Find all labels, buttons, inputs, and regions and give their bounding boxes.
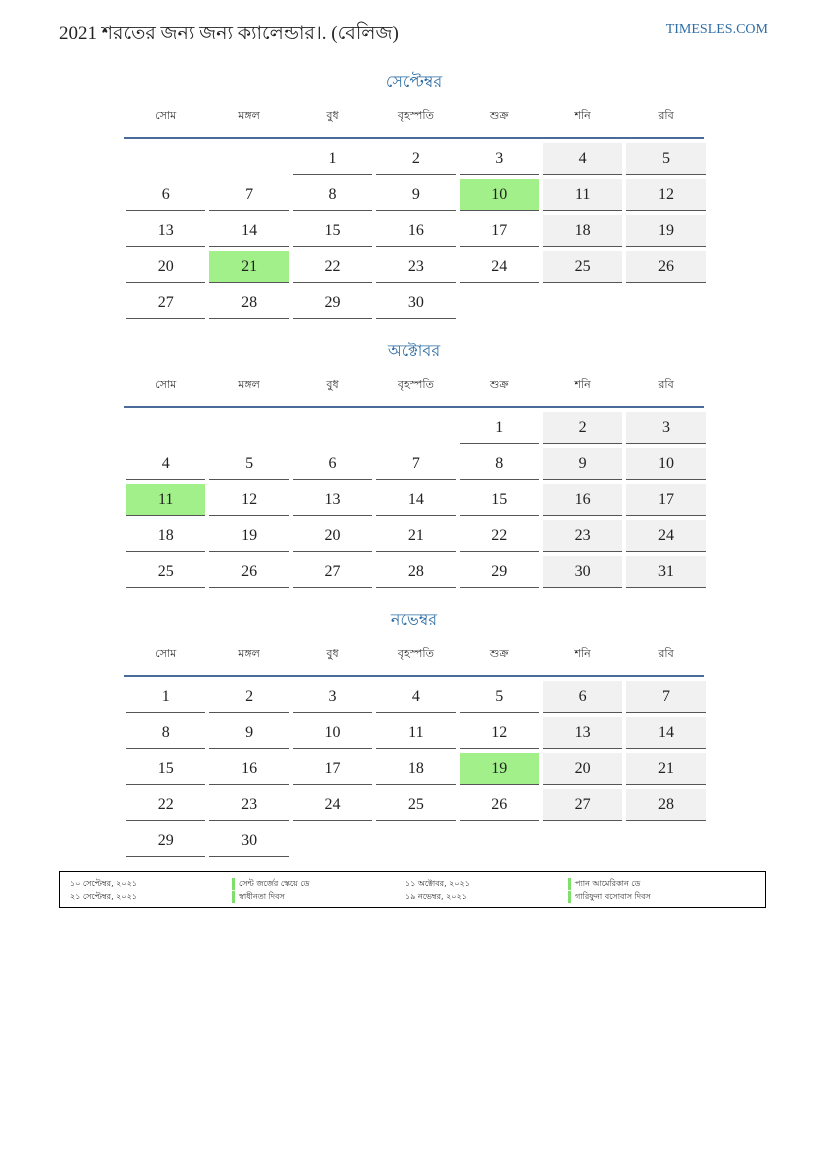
holiday-legend [59, 871, 766, 908]
site-link[interactable]: TIMESLES.COM [665, 22, 768, 37]
day-cell: 15 [460, 484, 539, 516]
day-cell: 20 [126, 251, 205, 283]
day-cell: 8 [460, 448, 539, 480]
day-cell: 25 [376, 789, 455, 821]
day-cell: 5 [626, 143, 705, 175]
day-cell: 11 [376, 717, 455, 749]
weekday-label: বৃহস্পতি [397, 109, 434, 122]
day-cell: 9 [209, 717, 288, 749]
month-name: অক্টোবর [387, 341, 441, 360]
weekday-label: সোম [155, 378, 177, 391]
month-september [124, 71, 704, 323]
day-cell: 27 [293, 556, 372, 588]
day-cell: 11 [543, 179, 622, 211]
day-cell: 2 [376, 143, 455, 175]
day-cell: 23 [376, 251, 455, 283]
day-cell: 16 [376, 215, 455, 247]
day-cell: 1 [460, 412, 539, 444]
day-cell: 9 [543, 448, 622, 480]
day-cell: 1 [126, 681, 205, 713]
day-cell: 14 [626, 717, 705, 749]
day-cell: 10 [626, 448, 705, 480]
day-cell: 14 [209, 215, 288, 247]
day-cell: 29 [460, 556, 539, 588]
holiday-day-cell: 21 [209, 251, 288, 283]
day-cell: 23 [543, 520, 622, 552]
day-cell: 25 [543, 251, 622, 283]
day-cell: 26 [209, 556, 288, 588]
month-name: নভেম্বর [390, 610, 438, 629]
day-cell: 13 [126, 215, 205, 247]
weekday-label: সোম [155, 647, 177, 660]
weekday-label: সোম [155, 109, 177, 122]
day-cell: 15 [293, 215, 372, 247]
holiday-day-cell: 11 [126, 484, 205, 516]
day-cell: 28 [209, 287, 288, 319]
day-cell: 2 [209, 681, 288, 713]
day-cell: 17 [626, 484, 705, 516]
day-cell: 16 [209, 753, 288, 785]
day-cell: 14 [376, 484, 455, 516]
day-cell: 25 [126, 556, 205, 588]
day-cell: 5 [460, 681, 539, 713]
weekday-label: রবি [658, 378, 674, 391]
weekday-label: শনি [574, 647, 591, 660]
day-cell: 4 [126, 448, 205, 480]
day-cell: 21 [376, 520, 455, 552]
month-name: সেপ্টেম্বর [385, 72, 443, 91]
day-cell: 7 [209, 179, 288, 211]
day-cell: 19 [209, 520, 288, 552]
day-cell: 18 [543, 215, 622, 247]
weekday-label: মঙ্গল [238, 647, 260, 660]
weekday-label: শুক্র [489, 647, 509, 660]
day-cell: 15 [126, 753, 205, 785]
weekday-header [124, 374, 704, 408]
day-cell: 6 [293, 448, 372, 480]
weekday-label: মঙ্গল [238, 378, 260, 391]
weekday-label: বুধ [326, 109, 339, 122]
holiday-day-cell: 10 [460, 179, 539, 211]
weekday-label: শনি [574, 378, 591, 391]
weekday-label: শুক্র [489, 378, 509, 391]
day-cell: 29 [293, 287, 372, 319]
day-cell: 6 [543, 681, 622, 713]
day-cell: 17 [293, 753, 372, 785]
month-november [124, 609, 704, 861]
legend-date: ১৯ নভেম্বর, ২০২১ [405, 892, 467, 901]
day-cell: 9 [376, 179, 455, 211]
day-grid [124, 681, 704, 861]
day-cell: 24 [460, 251, 539, 283]
day-cell: 27 [126, 287, 205, 319]
day-cell: 8 [126, 717, 205, 749]
weekday-label: মঙ্গল [238, 109, 260, 122]
page-title: 2021 শরতের জন্য জন্য ক্যালেন্ডার।. (বেলিজ) [59, 23, 399, 44]
day-cell: 31 [626, 556, 705, 588]
empty-cell [209, 412, 288, 444]
empty-cell [126, 412, 205, 444]
day-cell: 23 [209, 789, 288, 821]
day-cell: 12 [626, 179, 705, 211]
day-cell: 20 [543, 753, 622, 785]
weekday-label: শুক্র [489, 109, 509, 122]
legend-holiday-name: প্যান আমেরিকান ডে [568, 878, 640, 890]
day-cell: 3 [460, 143, 539, 175]
day-cell: 28 [626, 789, 705, 821]
legend-holiday-name: স্বাধীনতা দিবস [232, 891, 285, 903]
day-cell: 10 [293, 717, 372, 749]
weekday-label: রবি [658, 109, 674, 122]
day-cell: 26 [460, 789, 539, 821]
day-cell: 3 [626, 412, 705, 444]
day-cell: 4 [543, 143, 622, 175]
day-cell: 2 [543, 412, 622, 444]
empty-cell [209, 143, 288, 175]
legend-date: ২১ সেপ্টেম্বর, ২০২১ [70, 892, 137, 901]
weekday-label: রবি [658, 647, 674, 660]
day-cell: 1 [293, 143, 372, 175]
legend-holiday-name: গারিফুনা বসোবাস দিবস [568, 891, 651, 903]
weekday-header [124, 643, 704, 677]
weekday-label: শনি [574, 109, 591, 122]
day-cell: 24 [293, 789, 372, 821]
day-cell: 6 [126, 179, 205, 211]
day-cell: 7 [626, 681, 705, 713]
day-cell: 29 [126, 825, 205, 857]
weekday-label: বৃহস্পতি [397, 647, 434, 660]
day-cell: 13 [543, 717, 622, 749]
weekday-header [124, 105, 704, 139]
holiday-day-cell: 19 [460, 753, 539, 785]
day-cell: 5 [209, 448, 288, 480]
day-cell: 22 [293, 251, 372, 283]
day-cell: 7 [376, 448, 455, 480]
weekday-label: বৃহস্পতি [397, 378, 434, 391]
day-cell: 24 [626, 520, 705, 552]
day-cell: 22 [126, 789, 205, 821]
day-cell: 18 [126, 520, 205, 552]
day-cell: 28 [376, 556, 455, 588]
day-cell: 8 [293, 179, 372, 211]
weekday-label: বুধ [326, 647, 339, 660]
empty-cell [293, 412, 372, 444]
day-cell: 21 [626, 753, 705, 785]
legend-holiday-name: সেন্ট জর্জের স্কেয়ে ডে [232, 878, 309, 890]
day-cell: 18 [376, 753, 455, 785]
day-cell: 22 [460, 520, 539, 552]
day-grid [124, 412, 704, 592]
day-cell: 30 [376, 287, 455, 319]
day-cell: 27 [543, 789, 622, 821]
day-cell: 4 [376, 681, 455, 713]
day-cell: 17 [460, 215, 539, 247]
day-cell: 3 [293, 681, 372, 713]
month-october [124, 340, 704, 592]
day-cell: 26 [626, 251, 705, 283]
day-cell: 20 [293, 520, 372, 552]
empty-cell [126, 143, 205, 175]
day-cell: 19 [626, 215, 705, 247]
legend-date: ১০ সেপ্টেম্বর, ২০২১ [70, 879, 137, 888]
day-cell: 30 [209, 825, 288, 857]
day-cell: 12 [209, 484, 288, 516]
legend-date: ১১ অক্টোবর, ২০২১ [405, 879, 470, 888]
day-cell: 12 [460, 717, 539, 749]
empty-cell [376, 412, 455, 444]
day-cell: 30 [543, 556, 622, 588]
weekday-label: বুধ [326, 378, 339, 391]
day-cell: 13 [293, 484, 372, 516]
day-grid [124, 143, 704, 323]
day-cell: 16 [543, 484, 622, 516]
